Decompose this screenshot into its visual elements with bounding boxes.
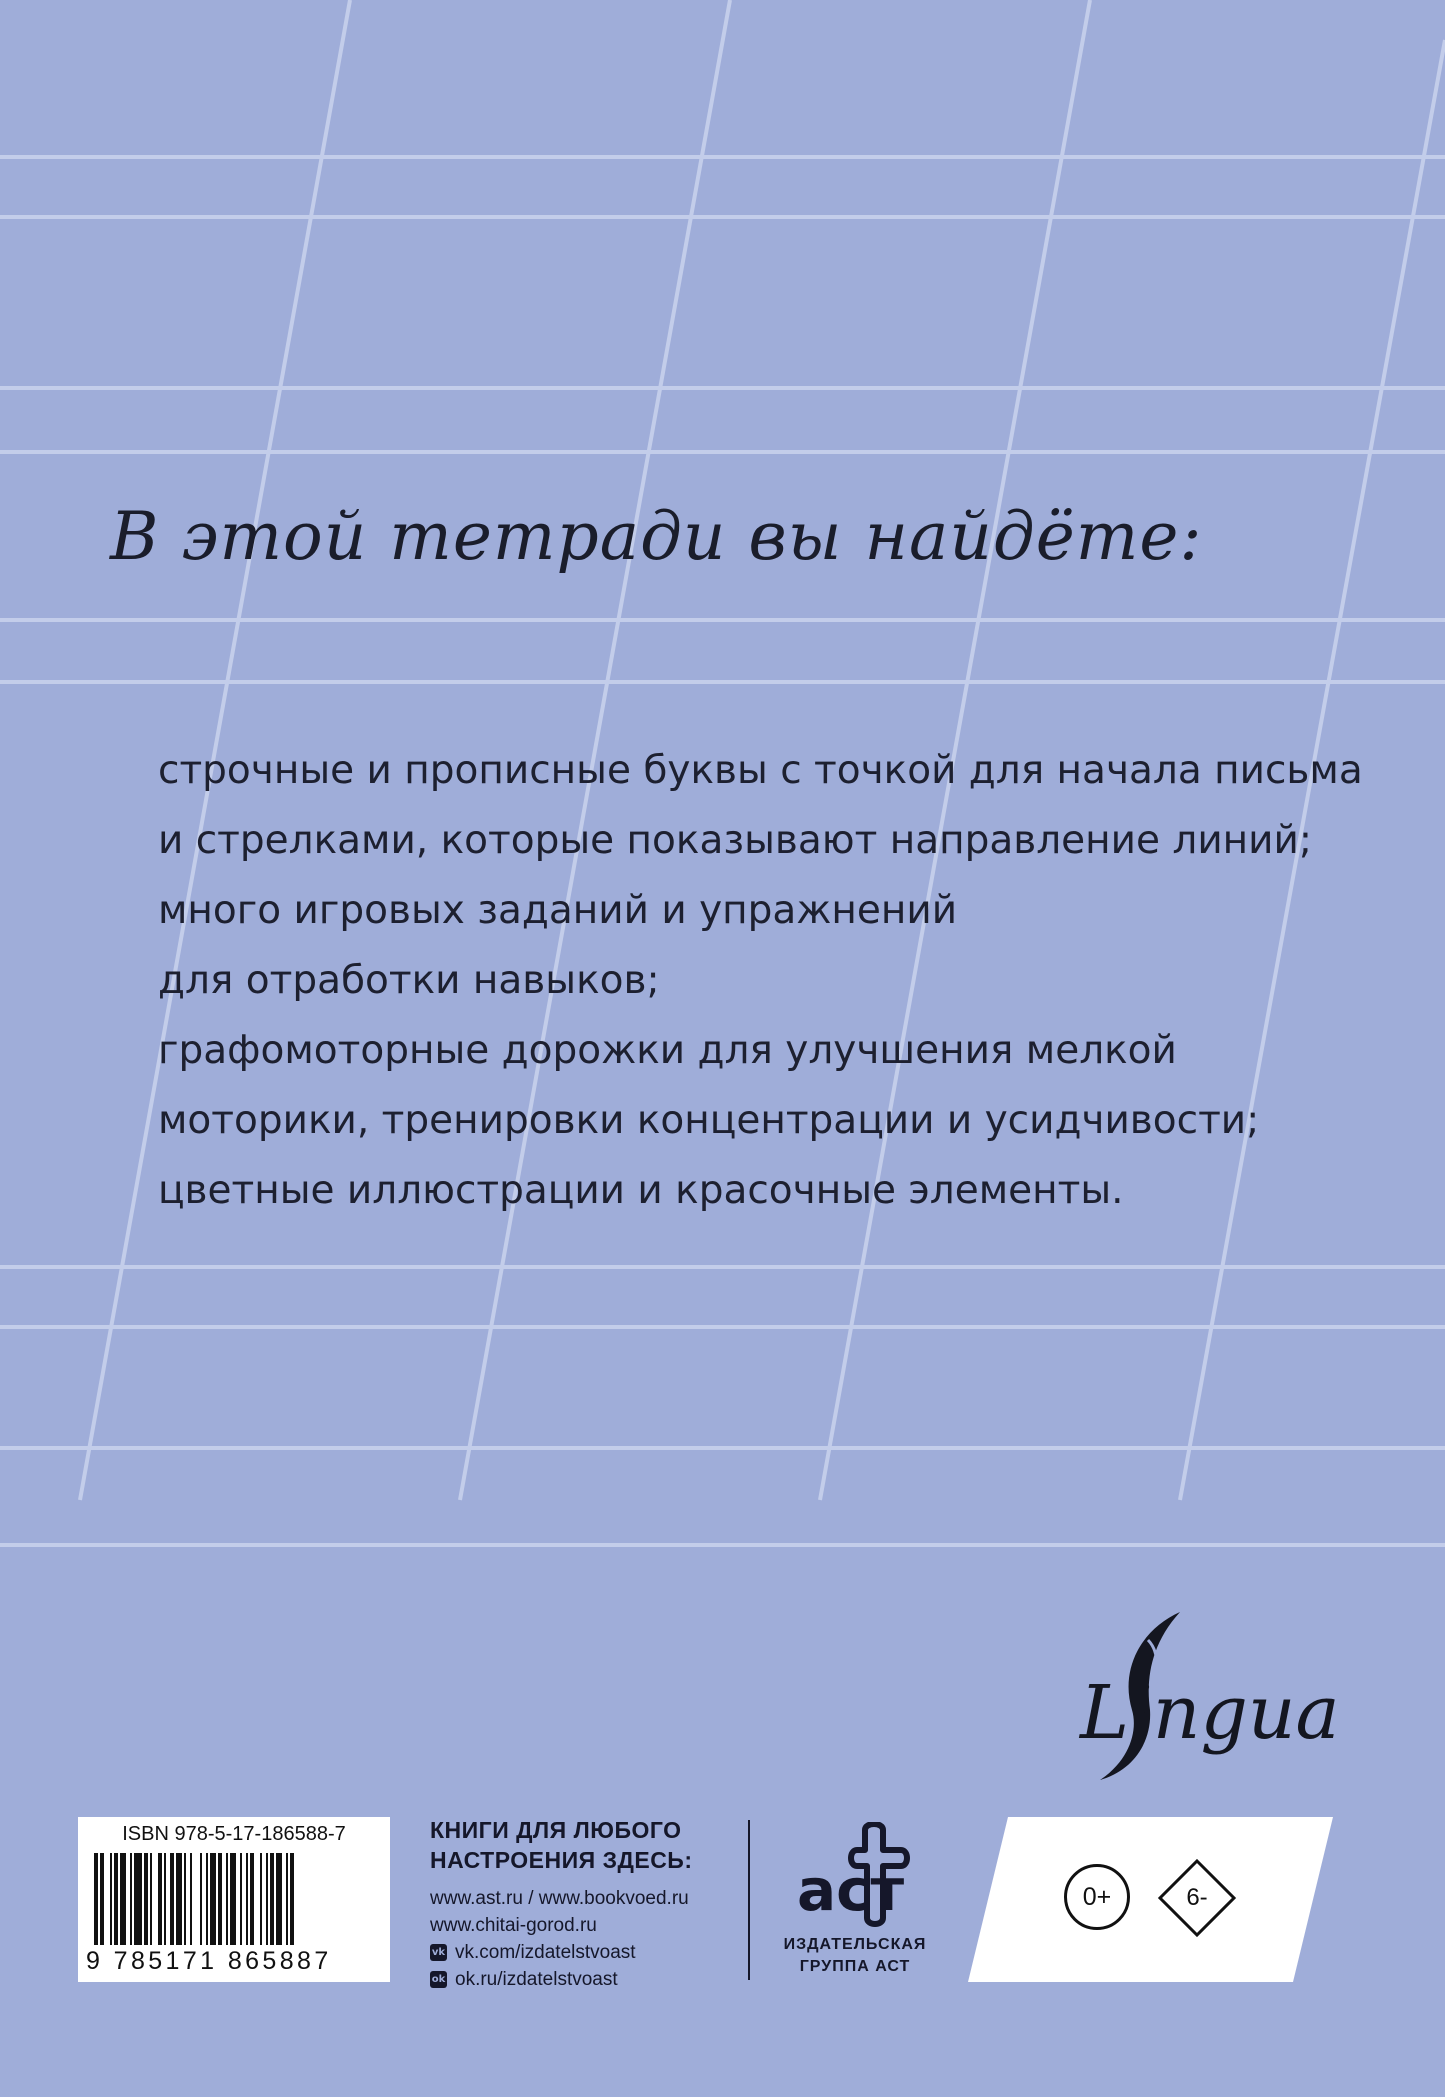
barcode-bar bbox=[200, 1853, 202, 1945]
barcode-bar bbox=[226, 1853, 228, 1945]
barcode-bar bbox=[120, 1853, 126, 1945]
list-item: и стрелками, которые показывают направление линий; bbox=[158, 818, 1313, 863]
barcode-bar bbox=[184, 1853, 186, 1945]
barcode-bar bbox=[266, 1853, 268, 1945]
barcode-bar bbox=[144, 1853, 148, 1945]
link-chitai-gorod[interactable]: www.chitai-gorod.ru bbox=[430, 1915, 597, 1936]
list-item: для отработки навыков; bbox=[158, 958, 660, 1003]
promo-sites bbox=[430, 1885, 730, 1912]
ok-icon: ok bbox=[430, 1971, 447, 1988]
barcode-bar bbox=[100, 1853, 104, 1945]
barcode-bar bbox=[270, 1853, 274, 1945]
link-ok[interactable]: ok.ru/izdatelstvoast bbox=[455, 1969, 618, 1990]
barcode-bar bbox=[170, 1853, 174, 1945]
barcode-bar bbox=[210, 1853, 216, 1945]
barcode-bar bbox=[150, 1853, 152, 1945]
barcode-bar bbox=[94, 1853, 98, 1945]
promo-block bbox=[430, 1815, 730, 1993]
promo-social bbox=[430, 1939, 730, 1966]
list-item: моторики, тренировки концентрации и усидчивости; bbox=[158, 1098, 1260, 1143]
barcode-bar bbox=[260, 1853, 262, 1945]
barcode-bar bbox=[246, 1853, 248, 1945]
promo-title: КНИГИ ДЛЯ ЛЮБОГО bbox=[430, 1817, 682, 1843]
promo-title: НАСТРОЕНИЯ ЗДЕСЬ: bbox=[430, 1847, 693, 1873]
publisher-caption-line: ИЗДАТЕЛЬСКАЯ bbox=[783, 1936, 927, 1953]
barcode-digits: 9 785171 865887 bbox=[86, 1947, 332, 1975]
barcode-bar bbox=[218, 1853, 222, 1945]
link-ast[interactable]: www.ast.ru bbox=[430, 1888, 523, 1909]
divider bbox=[748, 1820, 750, 1980]
age-rating-diamond-label: 6- bbox=[1186, 1884, 1208, 1911]
list-item: строчные и прописные буквы с точкой для начала письма bbox=[158, 748, 1363, 793]
barcode-bar bbox=[110, 1853, 112, 1945]
barcode-bar bbox=[230, 1853, 236, 1945]
barcode-bar bbox=[250, 1853, 254, 1945]
list-item: много игровых заданий и упражнений bbox=[158, 888, 958, 933]
publisher-caption-line: ГРУППА АСТ bbox=[799, 1958, 911, 1975]
age-panel-shape bbox=[968, 1817, 1333, 1982]
barcode-bar bbox=[276, 1853, 282, 1945]
publisher-mark: аст bbox=[797, 1856, 905, 1924]
barcode-bar bbox=[190, 1853, 192, 1945]
list-item: графомоторные дорожки для улучшения мелкой bbox=[158, 1028, 1177, 1073]
barcode-bar bbox=[158, 1853, 162, 1945]
barcode-bar bbox=[206, 1853, 208, 1945]
barcode-panel bbox=[78, 1817, 390, 1982]
separator: / bbox=[528, 1888, 534, 1909]
link-bookvoed[interactable]: www.bookvoed.ru bbox=[538, 1888, 689, 1909]
barcode-bar bbox=[176, 1853, 182, 1945]
promo-site bbox=[430, 1912, 730, 1939]
vk-icon: vk bbox=[430, 1944, 447, 1961]
promo-social bbox=[430, 1966, 730, 1993]
lingua-logo bbox=[1080, 1610, 1340, 1790]
barcode bbox=[92, 1853, 376, 1945]
feature-list bbox=[158, 736, 1363, 1226]
barcode-bar bbox=[164, 1853, 166, 1945]
isbn-label: ISBN 978-5-17-186588-7 bbox=[122, 1823, 346, 1845]
age-rating-circle: 0+ bbox=[1064, 1864, 1130, 1930]
barcode-bar bbox=[134, 1853, 142, 1945]
heading: В этой тетради вы найдёте: bbox=[110, 498, 1203, 575]
barcode-bar bbox=[130, 1853, 132, 1945]
publisher-caption bbox=[775, 1934, 935, 1978]
ast-mark-icon bbox=[787, 1822, 923, 1932]
imprint-name: Lingua bbox=[1080, 1670, 1340, 1756]
barcode-bar bbox=[290, 1853, 294, 1945]
list-item: цветные иллюстрации и красочные элементы. bbox=[158, 1168, 1124, 1213]
age-rating-diamond bbox=[1157, 1858, 1237, 1938]
link-vk[interactable]: vk.com/izdatelstvoast bbox=[455, 1942, 636, 1963]
barcode-bar bbox=[114, 1853, 118, 1945]
age-rating-panel bbox=[968, 1817, 1333, 1982]
barcode-bar bbox=[240, 1853, 242, 1945]
barcode-bar bbox=[286, 1853, 288, 1945]
publisher-logo bbox=[775, 1822, 935, 1982]
